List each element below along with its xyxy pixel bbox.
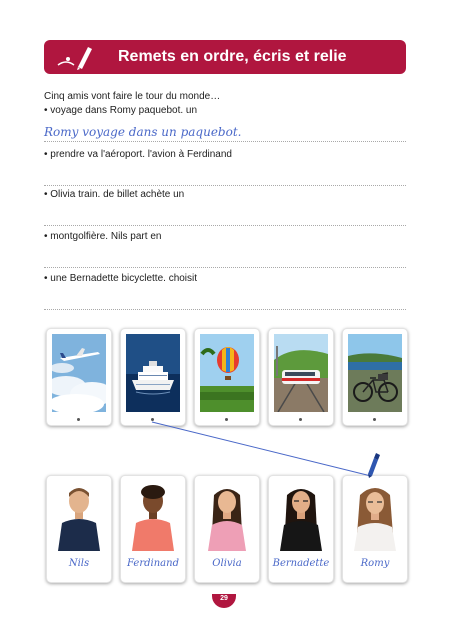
exercise-prompt: • une Bernadette bicyclette. choisit <box>44 273 198 284</box>
intro-text: Cinq amis vont faire le tour du monde… <box>44 91 221 102</box>
exercise-prompt: • voyage dans Romy paquebot. un <box>44 105 198 116</box>
exercise-prompt: • Olivia train. de billet achète un <box>44 189 185 200</box>
exercise-prompt: • prendre va l'aéroport. l'avion à Ferdinand <box>44 149 232 160</box>
matching-line <box>152 422 371 476</box>
person-name: Olivia <box>212 558 242 569</box>
exercise-prompt: • montgolfière. Nils part en <box>44 231 162 242</box>
handwritten-answer: Romy voyage dans un paquebot. <box>44 125 242 139</box>
person-name: Romy <box>360 558 390 569</box>
person-name: Nils <box>68 558 90 569</box>
person-name: Ferdinand <box>127 558 179 569</box>
pen-icon <box>368 453 380 478</box>
exercise-title: Remets en ordre, écris et relie <box>118 48 347 65</box>
page-number: 29 <box>220 595 228 602</box>
person-name: Bernadette <box>272 558 330 569</box>
